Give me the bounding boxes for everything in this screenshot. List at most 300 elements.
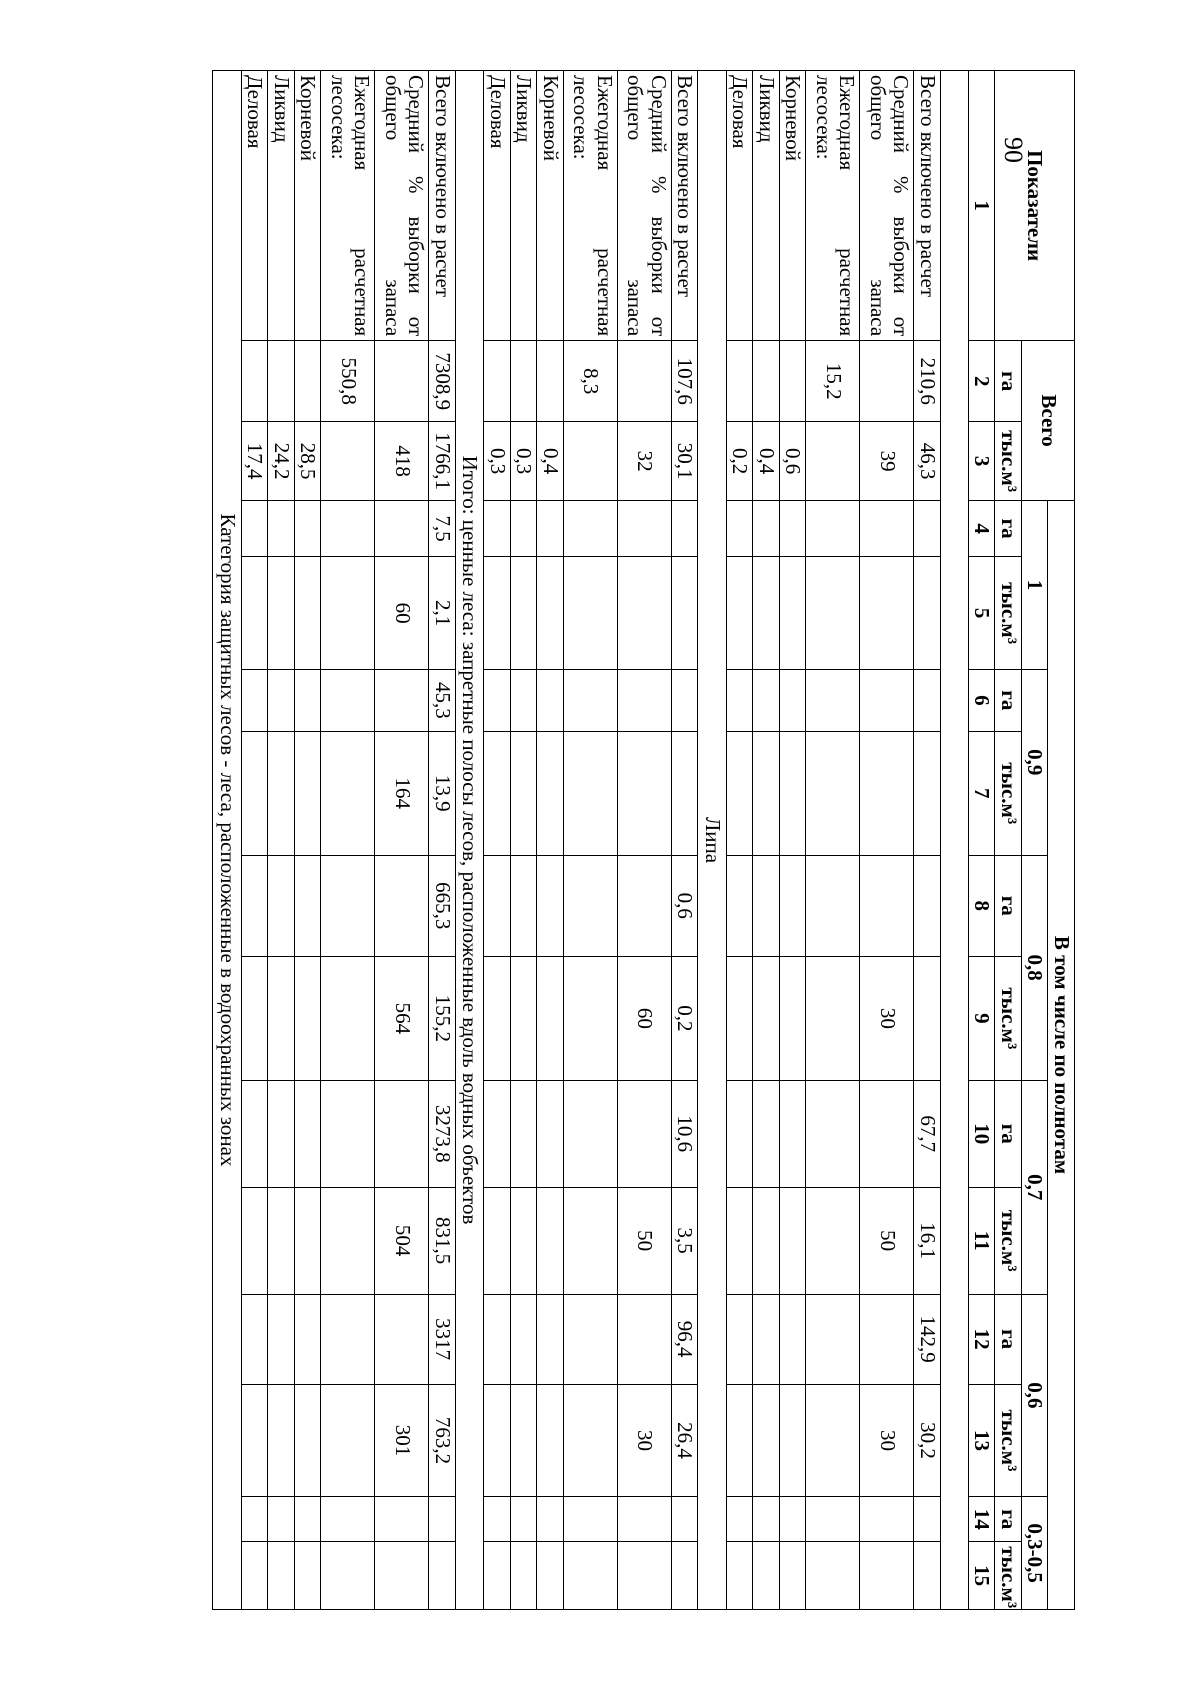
table-cell bbox=[537, 855, 564, 956]
table-cell: 831,5 bbox=[429, 1187, 456, 1294]
group-header: 0,9 bbox=[1021, 669, 1048, 855]
table-cell: 210,6 bbox=[914, 341, 941, 422]
section-title-row bbox=[940, 71, 968, 1610]
table-cell: 7308,9 bbox=[429, 341, 456, 422]
table-cell: 32 bbox=[617, 422, 671, 501]
table-cell bbox=[537, 1187, 564, 1294]
footer-category: Категория защитных лесов - леса, расположенные в водоохранных зонах bbox=[213, 71, 242, 1610]
table-cell: 24,2 bbox=[268, 422, 295, 501]
table-cell bbox=[241, 1187, 268, 1294]
table-cell: 0,6 bbox=[779, 422, 806, 501]
column-number: 1 bbox=[968, 71, 995, 341]
table-cell bbox=[617, 731, 671, 855]
table-cell bbox=[484, 956, 511, 1080]
row-label-avg-pct: Средний % выборки от общего запаса bbox=[375, 71, 429, 341]
table-cell bbox=[510, 341, 537, 422]
table-cell: 0,3 bbox=[510, 422, 537, 501]
total-header: Всего bbox=[1021, 341, 1074, 501]
row-label-total: Всего включено в расчет bbox=[429, 71, 456, 341]
table-cell bbox=[537, 1080, 564, 1187]
indicators-header: Показатели bbox=[995, 71, 1075, 341]
table-cell bbox=[806, 557, 860, 670]
table-cell bbox=[241, 855, 268, 956]
table-row bbox=[726, 71, 753, 1610]
table-cell bbox=[241, 557, 268, 670]
table-cell: 39 bbox=[860, 422, 914, 501]
column-number: 5 bbox=[968, 557, 995, 670]
unit-ha: га bbox=[995, 1080, 1022, 1187]
row-label-avg-pct: Средний % выборки от общего запаса bbox=[617, 71, 671, 341]
table-cell bbox=[779, 1384, 806, 1497]
table-cell bbox=[753, 341, 780, 422]
table-cell bbox=[484, 501, 511, 557]
table-cell bbox=[510, 557, 537, 670]
table-cell bbox=[321, 1542, 375, 1610]
table-cell bbox=[806, 731, 860, 855]
table-cell bbox=[753, 669, 780, 731]
table-cell bbox=[375, 1080, 429, 1187]
table-cell bbox=[914, 731, 941, 855]
table-cell bbox=[484, 341, 511, 422]
table-cell bbox=[860, 341, 914, 422]
table-cell bbox=[779, 956, 806, 1080]
table-cell bbox=[484, 557, 511, 670]
table-cell bbox=[484, 1497, 511, 1542]
table-cell bbox=[537, 956, 564, 1080]
table-cell bbox=[860, 855, 914, 956]
table-cell: 8,3 bbox=[563, 341, 617, 422]
table-cell bbox=[779, 501, 806, 557]
table-cell: 67,7 bbox=[914, 1080, 941, 1187]
table-cell bbox=[914, 669, 941, 731]
table-row bbox=[375, 71, 429, 1610]
table-cell: 60 bbox=[375, 557, 429, 670]
table-cell bbox=[563, 855, 617, 956]
table-cell bbox=[484, 1294, 511, 1384]
table-cell bbox=[241, 1497, 268, 1542]
table-cell: 564 bbox=[375, 956, 429, 1080]
table-cell bbox=[429, 1542, 456, 1610]
table-cell bbox=[806, 1187, 860, 1294]
rotated-table-wrapper bbox=[170, 70, 1075, 1610]
table-cell bbox=[484, 855, 511, 956]
unit-vol: тыс.м³ bbox=[995, 1187, 1022, 1294]
table-cell bbox=[375, 855, 429, 956]
table-cell bbox=[779, 731, 806, 855]
table-cell: 15,2 bbox=[806, 341, 860, 422]
table-cell bbox=[294, 1542, 321, 1610]
table-cell: 7,5 bbox=[429, 501, 456, 557]
table-cell: 665,3 bbox=[429, 855, 456, 956]
column-number: 3 bbox=[968, 422, 995, 501]
table-cell bbox=[753, 557, 780, 670]
table-cell bbox=[726, 669, 753, 731]
table-row bbox=[671, 71, 698, 1610]
section-title: Итого: ценные леса: запретные полосы лесов, расположенные вдоль водных объектов bbox=[455, 71, 484, 1610]
table-cell: 0,4 bbox=[537, 422, 564, 501]
table-cell bbox=[726, 501, 753, 557]
table-cell bbox=[321, 956, 375, 1080]
table-cell bbox=[617, 1497, 671, 1542]
table-cell bbox=[429, 1497, 456, 1542]
table-row bbox=[241, 71, 268, 1610]
table-cell bbox=[914, 855, 941, 956]
table-cell bbox=[671, 669, 698, 731]
table-cell bbox=[563, 1542, 617, 1610]
table-cell bbox=[726, 557, 753, 670]
table-cell: 0,4 bbox=[753, 422, 780, 501]
table-cell bbox=[294, 731, 321, 855]
table-cell bbox=[375, 669, 429, 731]
table-cell: 96,4 bbox=[671, 1294, 698, 1384]
table-cell bbox=[537, 341, 564, 422]
table-cell bbox=[563, 1187, 617, 1294]
column-number: 11 bbox=[968, 1187, 995, 1294]
table-cell bbox=[726, 1080, 753, 1187]
table-cell: 142,9 bbox=[914, 1294, 941, 1384]
column-number: 13 bbox=[968, 1384, 995, 1497]
table-cell bbox=[726, 855, 753, 956]
table-cell bbox=[617, 1294, 671, 1384]
table-cell bbox=[241, 1080, 268, 1187]
table-cell bbox=[806, 501, 860, 557]
table-cell bbox=[617, 1542, 671, 1610]
table-cell bbox=[294, 501, 321, 557]
table-cell: 0,2 bbox=[671, 956, 698, 1080]
table-row bbox=[294, 71, 321, 1610]
table-cell bbox=[860, 1294, 914, 1384]
table-cell bbox=[294, 1497, 321, 1542]
section-title bbox=[940, 71, 968, 1610]
table-cell bbox=[268, 341, 295, 422]
table-cell bbox=[914, 1542, 941, 1610]
table-cell: 16,1 bbox=[914, 1187, 941, 1294]
column-number: 4 bbox=[968, 501, 995, 557]
table-cell bbox=[510, 1294, 537, 1384]
table-cell bbox=[294, 1187, 321, 1294]
row-label-total: Всего включено в расчет bbox=[671, 71, 698, 341]
table-cell bbox=[268, 1294, 295, 1384]
group-header: 0,6 bbox=[1021, 1294, 1048, 1497]
table-cell bbox=[375, 1542, 429, 1610]
table-row bbox=[753, 71, 780, 1610]
table-cell bbox=[321, 1080, 375, 1187]
table-cell bbox=[510, 1497, 537, 1542]
table-cell bbox=[806, 669, 860, 731]
forest-table bbox=[212, 70, 1075, 1610]
table-cell: 26,4 bbox=[671, 1384, 698, 1497]
table-cell bbox=[484, 1080, 511, 1187]
table-cell bbox=[241, 341, 268, 422]
unit-vol: тыс.м³ bbox=[995, 1384, 1022, 1497]
table-cell: 13,9 bbox=[429, 731, 456, 855]
table-cell bbox=[510, 1384, 537, 1497]
table-cell bbox=[241, 501, 268, 557]
table-cell bbox=[294, 855, 321, 956]
table-cell: 50 bbox=[617, 1187, 671, 1294]
table-cell bbox=[268, 1497, 295, 1542]
table-cell bbox=[753, 855, 780, 956]
table-cell bbox=[671, 731, 698, 855]
table-cell: 763,2 bbox=[429, 1384, 456, 1497]
table-cell bbox=[617, 341, 671, 422]
table-cell: 45,3 bbox=[429, 669, 456, 731]
table-cell bbox=[753, 1384, 780, 1497]
unit-vol: тыс.м³ bbox=[995, 557, 1022, 670]
table-row bbox=[510, 71, 537, 1610]
table-cell bbox=[753, 1294, 780, 1384]
table-cell bbox=[321, 557, 375, 670]
table-cell bbox=[753, 1542, 780, 1610]
table-cell bbox=[914, 1497, 941, 1542]
table-cell bbox=[241, 669, 268, 731]
table-cell bbox=[510, 501, 537, 557]
column-number: 10 bbox=[968, 1080, 995, 1187]
table-cell bbox=[806, 855, 860, 956]
table-cell bbox=[537, 1384, 564, 1497]
section-title-row bbox=[455, 71, 484, 1610]
table-cell: 30,2 bbox=[914, 1384, 941, 1497]
table-cell bbox=[268, 855, 295, 956]
table-cell bbox=[860, 1080, 914, 1187]
group-header: 0,8 bbox=[1021, 855, 1048, 1080]
table-cell: 17,4 bbox=[241, 422, 268, 501]
table-cell bbox=[268, 669, 295, 731]
table-cell bbox=[484, 731, 511, 855]
table-cell bbox=[268, 557, 295, 670]
table-row bbox=[321, 71, 375, 1610]
table-cell: 30 bbox=[860, 1384, 914, 1497]
table-row bbox=[806, 71, 860, 1610]
unit-ha: га bbox=[995, 341, 1022, 422]
table-cell bbox=[914, 501, 941, 557]
group-header: 0,3-0,5 bbox=[1021, 1497, 1048, 1610]
table-row bbox=[860, 71, 914, 1610]
table-cell bbox=[779, 341, 806, 422]
row-label-liquid: Ликвид bbox=[753, 71, 780, 341]
table-cell bbox=[806, 1497, 860, 1542]
table-cell bbox=[268, 1080, 295, 1187]
table-cell bbox=[563, 956, 617, 1080]
table-cell bbox=[537, 1294, 564, 1384]
table-cell bbox=[617, 669, 671, 731]
table-cell: 301 bbox=[375, 1384, 429, 1497]
table-cell: 50 bbox=[860, 1187, 914, 1294]
table-cell: 10,6 bbox=[671, 1080, 698, 1187]
unit-vol: тыс.м³ bbox=[995, 956, 1022, 1080]
unit-ha: га bbox=[995, 501, 1022, 557]
table-cell bbox=[914, 557, 941, 670]
table-cell: 504 bbox=[375, 1187, 429, 1294]
table-cell bbox=[617, 855, 671, 956]
column-number: 9 bbox=[968, 956, 995, 1080]
unit-ha: га bbox=[995, 1294, 1022, 1384]
table-cell: 0,2 bbox=[726, 422, 753, 501]
table-cell bbox=[726, 1187, 753, 1294]
table-cell: 30 bbox=[860, 956, 914, 1080]
table-cell bbox=[321, 501, 375, 557]
unit-vol: тыс.м³ bbox=[995, 1542, 1022, 1610]
table-cell bbox=[671, 1542, 698, 1610]
table-cell bbox=[484, 1542, 511, 1610]
table-cell bbox=[617, 501, 671, 557]
table-cell bbox=[321, 855, 375, 956]
table-cell bbox=[268, 1542, 295, 1610]
table-row bbox=[779, 71, 806, 1610]
table-cell bbox=[563, 1497, 617, 1542]
table-cell bbox=[321, 1384, 375, 1497]
table-cell bbox=[375, 1497, 429, 1542]
table-cell bbox=[268, 731, 295, 855]
table-cell bbox=[294, 557, 321, 670]
table-cell bbox=[510, 669, 537, 731]
table-cell bbox=[321, 1497, 375, 1542]
table-row bbox=[429, 71, 456, 1610]
table-cell bbox=[806, 1080, 860, 1187]
table-cell bbox=[537, 1542, 564, 1610]
table-cell bbox=[241, 1294, 268, 1384]
table-cell: 1766,1 bbox=[429, 422, 456, 501]
table-cell bbox=[779, 1187, 806, 1294]
table-cell bbox=[294, 1384, 321, 1497]
column-number: 12 bbox=[968, 1294, 995, 1384]
table-cell bbox=[753, 501, 780, 557]
table-cell bbox=[268, 1384, 295, 1497]
column-number: 2 bbox=[968, 341, 995, 422]
column-number: 8 bbox=[968, 855, 995, 956]
column-number: 6 bbox=[968, 669, 995, 731]
table-cell bbox=[617, 557, 671, 670]
table-cell bbox=[241, 956, 268, 1080]
row-label-annual-cut: Ежегодная расчетная лесосека: bbox=[563, 71, 617, 341]
table-cell bbox=[671, 557, 698, 670]
breakdown-header: В том числе по полнотам bbox=[1048, 501, 1075, 1610]
table-row bbox=[617, 71, 671, 1610]
table-cell bbox=[510, 1187, 537, 1294]
table-cell bbox=[779, 855, 806, 956]
table-cell bbox=[294, 956, 321, 1080]
row-label-total: Всего включено в расчет bbox=[914, 71, 941, 341]
table-cell bbox=[671, 1497, 698, 1542]
table-cell bbox=[860, 1497, 914, 1542]
table-cell bbox=[806, 1384, 860, 1497]
table-cell bbox=[779, 1294, 806, 1384]
table-cell bbox=[510, 731, 537, 855]
row-label-liquid: Ликвид bbox=[268, 71, 295, 341]
table-cell: 107,6 bbox=[671, 341, 698, 422]
table-cell bbox=[510, 855, 537, 956]
table-cell: 60 bbox=[617, 956, 671, 1080]
table-cell bbox=[779, 1542, 806, 1610]
row-label-business: Деловая bbox=[484, 71, 511, 341]
table-cell bbox=[753, 1187, 780, 1294]
table-cell bbox=[563, 1384, 617, 1497]
table-cell bbox=[294, 1294, 321, 1384]
row-label-root: Корневой bbox=[537, 71, 564, 341]
table-cell: 3,5 bbox=[671, 1187, 698, 1294]
row-label-annual-cut: Ежегодная расчетная лесосека: bbox=[806, 71, 860, 341]
table-cell bbox=[241, 1542, 268, 1610]
row-label-business: Деловая bbox=[241, 71, 268, 341]
table-cell bbox=[321, 1187, 375, 1294]
section-title: Липа bbox=[698, 71, 727, 1610]
table-cell bbox=[537, 1497, 564, 1542]
table-cell bbox=[563, 1080, 617, 1187]
table-cell bbox=[563, 669, 617, 731]
table-cell: 0,6 bbox=[671, 855, 698, 956]
table-cell: 30,1 bbox=[671, 422, 698, 501]
table-cell bbox=[726, 341, 753, 422]
table-cell bbox=[563, 422, 617, 501]
table-cell bbox=[563, 1294, 617, 1384]
table-cell bbox=[726, 1294, 753, 1384]
table-cell bbox=[563, 557, 617, 670]
table-cell bbox=[484, 1384, 511, 1497]
table-cell bbox=[671, 501, 698, 557]
table-cell bbox=[321, 422, 375, 501]
table-cell bbox=[726, 956, 753, 1080]
table-cell: 46,3 bbox=[914, 422, 941, 501]
row-label-root: Корневой bbox=[294, 71, 321, 341]
table-cell bbox=[321, 731, 375, 855]
table-cell bbox=[537, 501, 564, 557]
table-row bbox=[268, 71, 295, 1610]
table-cell bbox=[563, 731, 617, 855]
table-cell bbox=[806, 1294, 860, 1384]
table-row bbox=[484, 71, 511, 1610]
page-number: 90 bbox=[999, 137, 1028, 163]
column-number: 14 bbox=[968, 1497, 995, 1542]
group-header: 0,7 bbox=[1021, 1080, 1048, 1294]
table-cell bbox=[726, 1497, 753, 1542]
table-cell bbox=[268, 1187, 295, 1294]
table-cell bbox=[537, 669, 564, 731]
row-label-business: Деловая bbox=[726, 71, 753, 341]
table-cell bbox=[806, 956, 860, 1080]
table-cell bbox=[779, 669, 806, 731]
table-cell bbox=[726, 1384, 753, 1497]
table-cell bbox=[321, 1294, 375, 1384]
table-cell bbox=[860, 557, 914, 670]
table-cell bbox=[779, 1497, 806, 1542]
table-cell: 550,8 bbox=[321, 341, 375, 422]
table-cell bbox=[268, 501, 295, 557]
table-cell bbox=[806, 1542, 860, 1610]
unit-ha: га bbox=[995, 669, 1022, 731]
unit-vol: тыс.м³ bbox=[995, 731, 1022, 855]
table-cell bbox=[726, 731, 753, 855]
unit-vol: тыс.м³ bbox=[995, 422, 1022, 501]
section-title-row bbox=[698, 71, 727, 1610]
table-cell bbox=[860, 731, 914, 855]
table-cell bbox=[510, 1080, 537, 1187]
table-cell: 3317 bbox=[429, 1294, 456, 1384]
table-cell bbox=[294, 669, 321, 731]
table-cell bbox=[617, 1080, 671, 1187]
table-cell bbox=[563, 501, 617, 557]
table-cell bbox=[860, 501, 914, 557]
table-cell bbox=[753, 1080, 780, 1187]
table-cell bbox=[537, 731, 564, 855]
row-label-root: Корневой bbox=[779, 71, 806, 341]
table-cell bbox=[294, 341, 321, 422]
group-header: 1 bbox=[1021, 501, 1048, 670]
row-label-avg-pct: Средний % выборки от общего запаса bbox=[860, 71, 914, 341]
table-cell bbox=[779, 557, 806, 670]
table-row bbox=[563, 71, 617, 1610]
table-cell bbox=[510, 1542, 537, 1610]
column-number-row bbox=[968, 71, 995, 1610]
